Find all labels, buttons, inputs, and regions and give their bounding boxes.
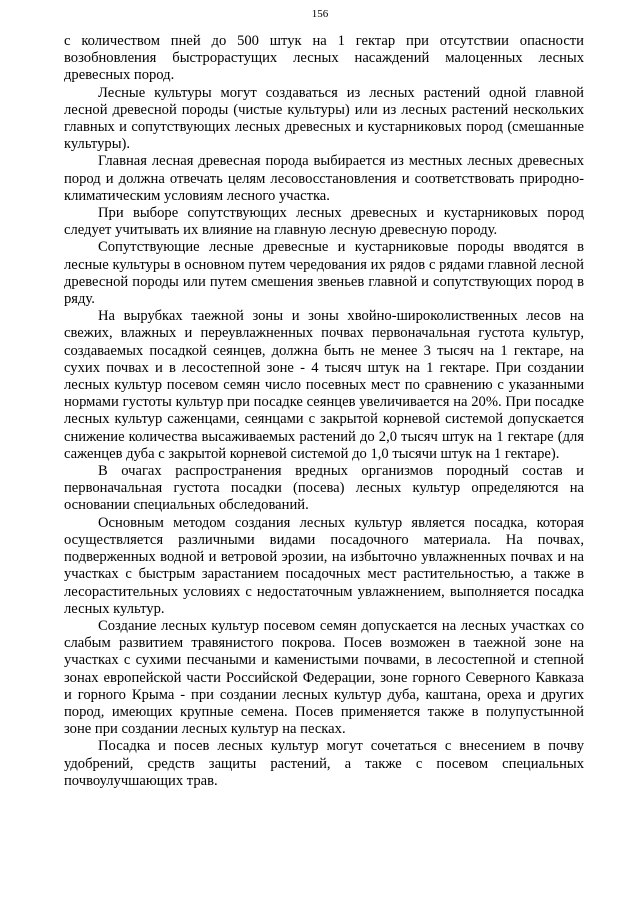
document-body (64, 33, 584, 790)
paragraph-seeding-method: Создание лесных культур посевом семян допускается на лесных участках со слабым развитием травянистого покрова. Посев возможен в таежной зоне на участках с сухими песчаными и каменистыми почвами, в лесостепной и степной зонах европейской части Российской Федерации, зоне горного Северного Кавказа и горного Крыма - при создании лесных культур дуба, каштана, ореха и других пород, имеющих крупные семена. Посев применяется также в полупустынной зоне при создании лесных культур на песках. (64, 617, 584, 738)
paragraph-pure-mixed-cultures: Лесные культуры могут создаваться из лесных растений одной главной лесной древесной породы (чистые культуры) или из лесных растений нескольких главных и сопутствующих лесных древесных и кустарниковых пород (смешанные культуры). (64, 84, 584, 153)
paragraph-companion-species-selection: При выборе сопутствующих лесных древесных и кустарниковых пород следует учитывать их влияние на главную лесную древесную породу. (64, 205, 584, 239)
paragraph-stump-count-continuation: с количеством пней до 500 штук на 1 гектар при отсутствии опасности возобновления быстрорастущих лесных насаждений малоценных лесных древесных пород. (64, 33, 584, 84)
paragraph-main-species-selection: Главная лесная древесная порода выбирается из местных лесных древесных пород и должна отвечать целям лесовосстановления и соответствовать природно-климатическим условиям лесного участка. (64, 153, 584, 204)
paragraph-initial-density: На вырубках таежной зоны и зоны хвойно-широколиственных лесов на свежих, влажных и переувлажненных почвах первоначальная густота культур, создаваемых посадкой сеянцев, должна быть не менее 3 тысяч на 1 гектаре, на сухих почвах и в лесостепной зоне - 4 тысяч штук на 1 гектаре. При создании лесных культур посевом семян число посевных мест по сравнению с указанными нормами густоты культур при посадке сеянцев увеличивается на 20%. При посадке лесных культур саженцами, сеянцами с закрытой корневой системой допускается снижение количества высаживаемых растений до 2,0 тысяч штук на 1 гектаре (для саженцев дуба с закрытой корневой системой до 1,0 тысячи штук на 1 гектаре). (64, 308, 584, 462)
paragraph-pest-foci: В очагах распространения вредных организмов породный состав и первоначальная густота посадки (посева) лесных культур определяются на основании специальных обследований. (64, 463, 584, 514)
paragraph-planting-method: Основным методом создания лесных культур является посадка, которая осуществляется различными видами посадочного материала. На почвах, подверженных водной и ветровой эрозии, на избыточно увлажненных почвах и на участках с быстрым зарастанием посадочных мест растительностью, а также в лесорастительных условиях с недостаточным увлажнением, выполняется посадка лесных культур. (64, 514, 584, 617)
paragraph-fertilizer-combination: Посадка и посев лесных культур могут сочетаться с внесением в почву удобрений, средств защиты растений, а также с посевом специальных почвоулучшающих трав. (64, 738, 584, 789)
page-number: 156 (311, 8, 329, 20)
paragraph-companion-species-introduction: Сопутствующие лесные древесные и кустарниковые породы вводятся в лесные культуры в основном путем чередования их рядов с рядами главной лесной древесной породы или путем смешения звеньев главной и сопутствующих пород в ряду. (64, 239, 584, 308)
